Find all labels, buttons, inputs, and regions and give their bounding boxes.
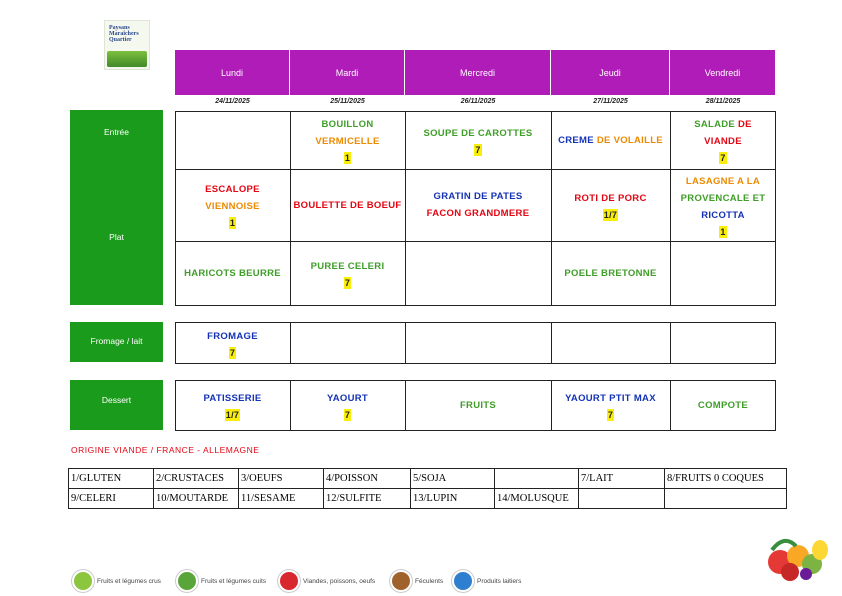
dish-text: ESCALOPE bbox=[205, 184, 260, 195]
dish-text: ROTI DE PORC bbox=[574, 192, 647, 204]
allergens-table bbox=[68, 468, 787, 509]
row-label-dessert-text: Dessert bbox=[101, 395, 132, 405]
allergen-cell: 10/MOUTARDE bbox=[154, 489, 239, 509]
day-header-mardi: Mardi bbox=[290, 50, 405, 95]
dish-line bbox=[558, 132, 663, 149]
dish-line bbox=[694, 116, 752, 133]
dish-line bbox=[427, 205, 530, 222]
row-label-fromage-text: Fromage / lait bbox=[90, 336, 143, 346]
allergen-cell: 4/POISSON bbox=[324, 469, 411, 489]
allergen-badge: 1 bbox=[344, 153, 351, 163]
dish-line bbox=[686, 173, 760, 190]
logo-field-icon bbox=[107, 51, 147, 67]
dish-text: DE bbox=[735, 119, 752, 130]
dish-text: FROMAGE bbox=[207, 330, 258, 342]
dish-text: GRATIN DE PATES bbox=[433, 191, 523, 202]
menu-cell-entree bbox=[670, 111, 776, 169]
row-label-fromage bbox=[70, 322, 163, 362]
dish-text: DE bbox=[593, 134, 614, 146]
dish-text: POELE BRETONNE bbox=[564, 268, 657, 279]
legend-icon bbox=[390, 570, 412, 592]
legend-icon bbox=[452, 570, 474, 592]
dish-text: SALADE bbox=[694, 119, 736, 130]
dish-text: COMPOTE bbox=[697, 400, 749, 411]
menu-cell-fromage bbox=[670, 322, 776, 364]
dish-line bbox=[315, 133, 379, 150]
menu-cell-plat bbox=[175, 169, 290, 241]
dish-text: BOUILLON bbox=[321, 119, 374, 130]
allergen-badge: 7 bbox=[475, 144, 481, 155]
allergen-badge: 7 bbox=[229, 347, 236, 358]
dish-line bbox=[423, 125, 532, 142]
allergen-cell: 9/CELERI bbox=[69, 489, 154, 509]
menu-cell-accomp bbox=[670, 241, 776, 306]
allergen-badge: 7 bbox=[344, 278, 351, 288]
allergen-cell: 2/CRUSTACES bbox=[154, 469, 239, 489]
dish-text: VOLAILLE bbox=[613, 134, 663, 146]
menu-cell-fromage bbox=[405, 322, 551, 364]
dish-line bbox=[203, 390, 261, 407]
allergen-cell bbox=[579, 489, 665, 509]
menu-cell-plat bbox=[290, 169, 405, 241]
dish-line bbox=[701, 207, 745, 224]
legend-item bbox=[72, 570, 161, 592]
menu-cell-dessert bbox=[290, 380, 405, 431]
legend-icon bbox=[176, 570, 198, 592]
menu-cell-fromage bbox=[290, 322, 405, 364]
legend-icon bbox=[72, 570, 94, 592]
menu-cell-plat bbox=[405, 169, 551, 241]
menu-cell-entree bbox=[405, 111, 551, 169]
dish-line bbox=[184, 265, 281, 282]
allergen-cell: 1/GLUTEN bbox=[69, 469, 154, 489]
dish-text: PATISSERIE bbox=[203, 393, 262, 404]
allergen-cell: 11/SESAME bbox=[239, 489, 324, 509]
allergen-badge: 7 bbox=[344, 410, 351, 420]
allergen-cell: 12/SULFITE bbox=[324, 489, 411, 509]
legend-item bbox=[176, 570, 266, 592]
menu-cell-fromage bbox=[175, 322, 290, 364]
dish-line bbox=[293, 197, 401, 214]
day-date: 24/11/2025 bbox=[215, 98, 250, 105]
allergen-badge: 1 bbox=[720, 226, 726, 237]
allergen-row bbox=[69, 469, 787, 489]
menu-cell-accomp bbox=[290, 241, 405, 306]
allergen-cell: 5/SOJA bbox=[411, 469, 495, 489]
allergen-cell: 7/LAIT bbox=[579, 469, 665, 489]
menu-cell-dessert bbox=[175, 380, 290, 431]
dish-line bbox=[434, 188, 523, 205]
allergen-cell: 8/FRUITS 0 COQUES bbox=[665, 469, 787, 489]
menu-cell-plat bbox=[551, 169, 670, 241]
legend-label: Fruits et légumes cuits bbox=[201, 577, 267, 585]
day-date: 25/11/2025 bbox=[330, 98, 365, 105]
legend-item bbox=[452, 570, 521, 592]
menu-cell-fromage bbox=[551, 322, 670, 364]
dish-line bbox=[574, 190, 646, 207]
dish-line bbox=[321, 116, 373, 133]
dish-text: PUREE CELERI bbox=[310, 261, 385, 272]
day-header-lundi: Lundi bbox=[175, 50, 290, 95]
day-date: 28/11/2025 bbox=[705, 98, 741, 105]
allergen-badge: 1/7 bbox=[603, 209, 618, 220]
legend-label: Féculents bbox=[415, 577, 444, 585]
row-label-entree: Entrée bbox=[103, 127, 130, 137]
legend-icon bbox=[278, 570, 300, 592]
dish-line bbox=[564, 265, 656, 282]
allergen-cell: 14/MOLUSQUE bbox=[495, 489, 579, 509]
dish-text: BOULETTE DE BOEUF bbox=[293, 199, 402, 211]
menu-cell-dessert bbox=[551, 380, 670, 431]
dish-text: VIANDE bbox=[704, 136, 742, 147]
dish-text: RICOTTA bbox=[701, 209, 745, 221]
day-date: 27/11/2025 bbox=[593, 98, 628, 105]
dish-line bbox=[460, 397, 496, 414]
legend-item bbox=[278, 570, 375, 592]
logo bbox=[104, 20, 150, 70]
allergen-cell: 13/LUPIN bbox=[411, 489, 495, 509]
dish-line bbox=[681, 190, 766, 207]
dish-line bbox=[205, 198, 259, 215]
menu-cell-entree bbox=[175, 111, 290, 169]
dish-text: PROVENCALE ET bbox=[680, 192, 766, 204]
allergen-cell bbox=[495, 469, 579, 489]
row-label-entree-plat bbox=[70, 110, 163, 305]
menu-cell-dessert bbox=[670, 380, 776, 431]
menu-cell-plat bbox=[670, 169, 776, 241]
dish-line bbox=[704, 133, 742, 150]
menu-cell-entree bbox=[290, 111, 405, 169]
allergen-cell bbox=[665, 489, 787, 509]
dish-line bbox=[327, 390, 368, 407]
day-date: 26/11/2025 bbox=[460, 98, 496, 105]
dish-line bbox=[565, 390, 656, 407]
dish-text: SOUPE DE CAROTTES bbox=[423, 127, 533, 139]
dish-line bbox=[311, 258, 385, 275]
dish-line bbox=[207, 328, 258, 345]
dish-text: VERMICELLE bbox=[315, 136, 380, 147]
menu-cell-entree bbox=[551, 111, 670, 169]
row-label-plat: Plat bbox=[109, 232, 124, 242]
dish-text: YAOURT bbox=[326, 393, 369, 404]
menu-cell-accomp bbox=[551, 241, 670, 306]
menu-cell-dessert bbox=[405, 380, 551, 431]
day-header-vendredi: Vendredi bbox=[670, 50, 776, 95]
legend-label: Fruits et légumes crus bbox=[97, 577, 161, 585]
dish-text: HARICOTS BEURRE bbox=[184, 268, 281, 279]
legend-label: Viandes, poissons, oeufs bbox=[303, 577, 376, 585]
day-header-jeudi: Jeudi bbox=[551, 50, 670, 95]
dish-line bbox=[205, 181, 260, 198]
vegetables-illustration bbox=[760, 528, 832, 582]
dish-text: CREME bbox=[558, 134, 594, 146]
dish-text: YAOURT PTIT MAX bbox=[565, 393, 656, 404]
allergen-badge: 7 bbox=[607, 410, 614, 420]
legend-item bbox=[390, 570, 443, 592]
allergen-badge: 1/7 bbox=[225, 410, 240, 420]
allergen-cell: 3/OEUFS bbox=[239, 469, 324, 489]
dish-text: FRUITS bbox=[459, 400, 497, 411]
day-header-mercredi: Mercredi bbox=[405, 50, 551, 95]
dish-text: VIENNOISE bbox=[205, 201, 260, 212]
menu-cell-accomp bbox=[405, 241, 551, 306]
legend-label: Produits laitiers bbox=[477, 577, 522, 585]
dish-text: FACON GRANDMERE bbox=[426, 208, 530, 219]
dish-text: LASAGNE A LA bbox=[685, 175, 761, 187]
allergen-badge: 1 bbox=[229, 218, 236, 228]
dish-line bbox=[698, 397, 748, 414]
allergen-badge: 7 bbox=[720, 153, 726, 163]
allergen-row bbox=[69, 489, 787, 509]
row-label-dessert bbox=[70, 380, 163, 430]
menu-cell-accomp bbox=[175, 241, 290, 306]
logo-text: Paysans Maraîchers Quartier bbox=[109, 25, 139, 43]
origin-note: ORIGINE VIANDE / FRANCE - ALLEMAGNE bbox=[71, 445, 260, 455]
